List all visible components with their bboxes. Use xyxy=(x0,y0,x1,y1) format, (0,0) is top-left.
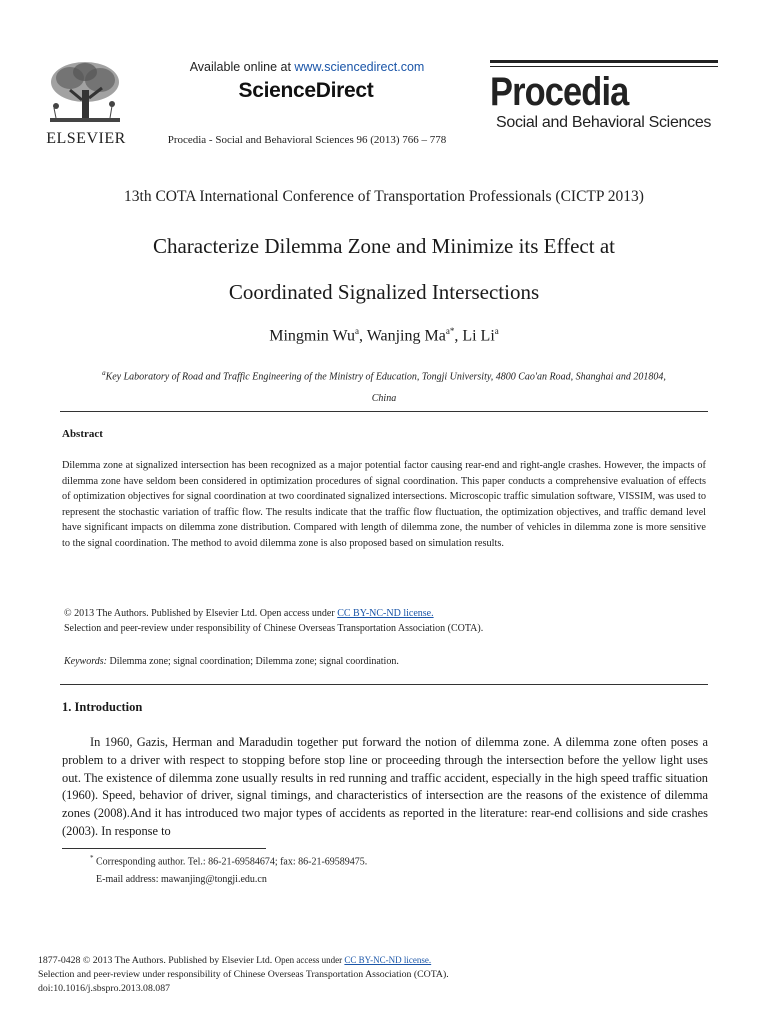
author-separator: , xyxy=(454,327,463,345)
author-name: Mingmin Wu xyxy=(269,327,355,345)
sciencedirect-brand: ScienceDirect xyxy=(238,79,374,102)
paper-title-line2: Coordinated Signalized Intersections xyxy=(228,280,540,304)
section-heading: 1. Introduction xyxy=(62,700,143,714)
keywords-text: Dilemma zone; signal coordination; Dilemma zone; signal coordination. xyxy=(109,656,399,667)
license-link[interactable]: CC BY-NC-ND license. xyxy=(337,608,434,619)
author-affil-mark: a xyxy=(354,326,359,336)
copyright-block xyxy=(64,606,704,636)
conference-name: 13th COTA International Conference of Transportation Professionals (CICTP 2013) xyxy=(124,188,644,205)
footer-line2: Selection and peer-review under responsibility of Chinese Overseas Transportation Association (COTA). xyxy=(38,969,449,980)
keywords xyxy=(64,656,399,667)
footer-license-link[interactable]: CC BY-NC-ND license. xyxy=(344,955,432,965)
email-note: E-mail address: mawanjing@tongji.edu.cn xyxy=(96,874,267,885)
elsevier-wordmark: ELSEVIER xyxy=(46,130,126,147)
author-name: Li Li xyxy=(462,327,495,345)
procedia-rule-thin xyxy=(490,66,718,67)
journal-reference: Procedia - Social and Behavioral Sciences 96 (2013) 766 – 778 xyxy=(167,134,447,146)
corresponding-author-note: * Corresponding author. Tel.: 86-21-69584674; fax: 86-21-69589475. xyxy=(90,854,368,868)
author-affil-mark: a xyxy=(494,326,499,336)
page-footer xyxy=(38,953,738,996)
available-prefix: Available online at xyxy=(189,60,295,74)
procedia-title: Procedia xyxy=(490,70,629,114)
footnote-rule xyxy=(62,848,266,849)
keywords-label: Keywords: xyxy=(64,656,107,667)
abstract-top-divider xyxy=(60,411,708,412)
copyright-line2: Selection and peer-review under responsibility of Chinese Overseas Transportation Association (COTA). xyxy=(64,623,484,634)
author-separator: , xyxy=(358,327,367,345)
procedia-rule-thick xyxy=(490,60,718,63)
copyright-line1: © 2013 The Authors. Published by Elsevier Ltd. Open access under CC BY-NC-ND license. xyxy=(64,608,434,619)
doi[interactable]: doi:10.1016/j.sbspro.2013.08.087 xyxy=(38,983,170,994)
procedia-subtitle: Social and Behavioral Sciences xyxy=(496,114,712,131)
affiliation-line2: China xyxy=(371,393,397,405)
author-affil-mark: a* xyxy=(445,326,455,336)
footnote-mark: * xyxy=(90,854,94,862)
paper-title-line1: Characterize Dilemma Zone and Minimize its Effect at xyxy=(152,234,615,258)
footer-open-access: Open access under xyxy=(274,955,345,965)
affiliation-line1: $^a$Key Laboratory of Road and Traffic Engineering of the Ministry of Education, Tongji University, 4800 Cao'an Road, Shanghai and 201804, xyxy=(102,369,666,383)
abstract-text: Dilemma zone at signalized intersection has been recognized as a major potential factor causing rear-end and right-angle crashes. However, the impacts of dilemma zone have seldom been considered in optimization procedures of signal coordination. This paper conducts a comprehensive evaluation of effects of optimization objectives for signal coordination at two coordinated signalized intersections. Microscopic traffic simulation software, VISSIM, was used to represent the stochastic variation of traffic flow. The results indicate that the traffic flow fluctuation, the optimization objectives, and traffic demand level have significant impacts on dilemma zone distribution. Compared with length of dilemma zone, the number of vehicles in dilemma zone is more sensitive to the signal coordination. The method to avoid dilemma zone is also proposed based on simulation results. xyxy=(62,460,706,549)
author-list xyxy=(0,326,768,345)
introduction-paragraph: In 1960, Gazis, Herman and Maradudin together put forward the notion of dilemma zone. A dilemma zone often poses a problem to a driver with respect to stopping before stop line or proceeding through the intersection before the yellow light uses out. The existence of dilemma zone usually results in red running and traffic accident, especially in the high speed traffic situation (1960). Speed, behavior of driver, signal timings, and characteristics of intersection are the reasons of the existence of dilemma zones (2008).And it has introduced two major types of accidents as reported in the literature: rear-end collisions and side crashes (2003). In response to xyxy=(62,735,708,838)
affiliation-mark: a xyxy=(102,369,106,377)
open-access-note: Open access under xyxy=(259,608,338,619)
abstract-heading: Abstract xyxy=(62,428,103,440)
sciencedirect-link[interactable]: www.sciencedirect.com xyxy=(294,60,425,74)
introduction-text xyxy=(62,734,708,841)
keywords-bottom-divider xyxy=(60,684,708,685)
footer-line1: 1877-0428 © 2013 The Authors. Published by Elsevier Ltd. Open access under CC BY-NC-ND license. xyxy=(38,955,432,966)
affiliation xyxy=(60,362,708,410)
author-name: Wanjing Ma xyxy=(366,327,446,345)
